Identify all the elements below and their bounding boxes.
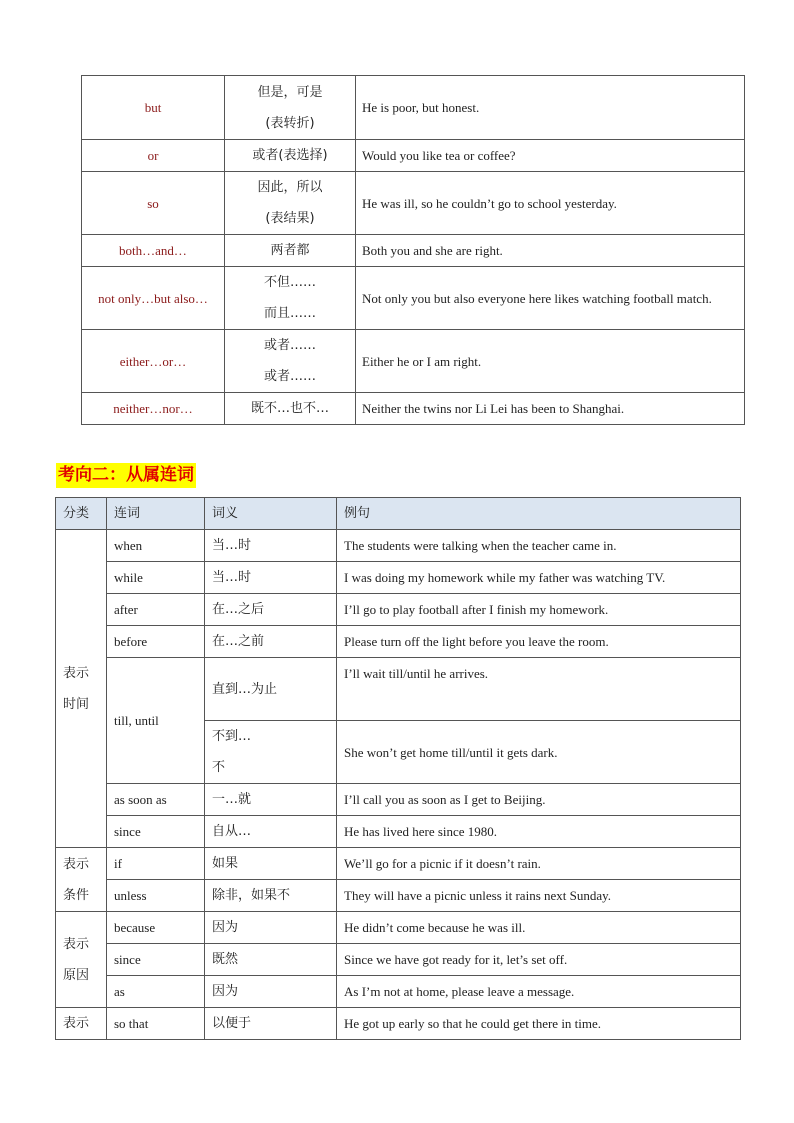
table-row: [56, 1008, 741, 1040]
conjunction-meaning: 如果: [205, 848, 337, 880]
example-sentence: They will have a picnic unless it rains next Sunday.: [337, 880, 741, 912]
example-sentence: I’ll go to play football after I finish my homework.: [337, 594, 741, 626]
conjunction-word: neither…nor…: [82, 393, 225, 425]
table-row: [56, 912, 741, 944]
table-row: [56, 976, 741, 1008]
conjunction-word: after: [107, 594, 205, 626]
example-sentence: He has lived here since 1980.: [337, 816, 741, 848]
example-sentence: She won’t get home till/until it gets dark.: [337, 721, 741, 784]
conjunction-word: but: [82, 76, 225, 140]
example-sentence: Either he or I am right.: [356, 330, 745, 393]
table-row: [82, 235, 745, 267]
conjunction-word: both…and…: [82, 235, 225, 267]
conjunction-word: so that: [107, 1008, 205, 1040]
table-row: [82, 76, 745, 140]
table-header-row: [56, 498, 741, 530]
example-sentence: Not only you but also everyone here likes watching football match.: [356, 267, 745, 330]
table-row: [56, 784, 741, 816]
conjunction-word: as soon as: [107, 784, 205, 816]
conjunction-meaning: 当…时: [205, 530, 337, 562]
table-row: [56, 848, 741, 880]
example-sentence: I’ll wait till/until he arrives.: [337, 658, 741, 721]
conjunction-meaning: 以便于: [205, 1008, 337, 1040]
table-row: [56, 880, 741, 912]
table-row: [82, 140, 745, 172]
table-row: [82, 330, 745, 393]
conjunction-word: till, until: [107, 658, 205, 784]
category-purpose: 表示: [56, 1008, 107, 1040]
example-sentence: He was ill, so he couldn’t go to school yesterday.: [356, 172, 745, 235]
conjunction-meaning: 在…之后: [205, 594, 337, 626]
conjunction-meaning: 因为: [205, 912, 337, 944]
example-sentence: He got up early so that he could get there in time.: [337, 1008, 741, 1040]
example-sentence: Since we have got ready for it, let’s set off.: [337, 944, 741, 976]
conjunction-meaning: 因此，所以 (表结果): [225, 172, 356, 235]
conjunction-meaning: 但是，可是 (表转折): [225, 76, 356, 140]
example-sentence: He didn’t come because he was ill.: [337, 912, 741, 944]
coordinating-conjunction-table: [81, 75, 745, 425]
conjunction-meaning: 两者都: [225, 235, 356, 267]
conjunction-meaning: 一…就: [205, 784, 337, 816]
conjunction-meaning: 自从…: [205, 816, 337, 848]
table-row: [56, 658, 741, 721]
conjunction-meaning: 既不…也不…: [225, 393, 356, 425]
table-row: [56, 530, 741, 562]
conjunction-meaning: 因为: [205, 976, 337, 1008]
conjunction-word: unless: [107, 880, 205, 912]
example-sentence: As I’m not at home, please leave a message.: [337, 976, 741, 1008]
example-sentence: Would you like tea or coffee?: [356, 140, 745, 172]
conjunction-word: if: [107, 848, 205, 880]
conjunction-meaning: 在…之前: [205, 626, 337, 658]
example-sentence: I was doing my homework while my father was watching TV.: [337, 562, 741, 594]
table-row: [56, 816, 741, 848]
table-row: [56, 594, 741, 626]
section-heading: 考向二：从属连词: [56, 463, 196, 488]
example-sentence: Neither the twins nor Li Lei has been to Shanghai.: [356, 393, 745, 425]
conjunction-word: so: [82, 172, 225, 235]
header-meaning: 词义: [205, 498, 337, 530]
conjunction-word: since: [107, 944, 205, 976]
table-row: [82, 172, 745, 235]
conjunction-word: or: [82, 140, 225, 172]
header-conjunction: 连词: [107, 498, 205, 530]
example-sentence: Please turn off the light before you leave the room.: [337, 626, 741, 658]
table-row: [56, 944, 741, 976]
conjunction-meaning: 既然: [205, 944, 337, 976]
example-sentence: We’ll go for a picnic if it doesn’t rain.: [337, 848, 741, 880]
subordinating-conjunction-table: [55, 497, 741, 1040]
conjunction-meaning: 或者(表选择): [225, 140, 356, 172]
table-row: [82, 267, 745, 330]
category-condition: 表示 条件: [56, 848, 107, 912]
conjunction-meaning: 不但…… 而且……: [225, 267, 356, 330]
conjunction-meaning: 或者…… 或者……: [225, 330, 356, 393]
conjunction-word: when: [107, 530, 205, 562]
conjunction-meaning: 直到…为止: [205, 658, 337, 721]
header-category: 分类: [56, 498, 107, 530]
conjunction-word: either…or…: [82, 330, 225, 393]
table-row: [56, 562, 741, 594]
conjunction-meaning: 不到… 不: [205, 721, 337, 784]
table-row: [56, 626, 741, 658]
conjunction-word: because: [107, 912, 205, 944]
example-sentence: I’ll call you as soon as I get to Beijing.: [337, 784, 741, 816]
conjunction-word: as: [107, 976, 205, 1008]
conjunction-word: not only…but also…: [82, 267, 225, 330]
header-example: 例句: [337, 498, 741, 530]
conjunction-word: since: [107, 816, 205, 848]
category-reason: 表示 原因: [56, 912, 107, 1008]
conjunction-meaning: 当…时: [205, 562, 337, 594]
category-time: 表示 时间: [56, 530, 107, 848]
conjunction-word: before: [107, 626, 205, 658]
conjunction-word: while: [107, 562, 205, 594]
example-sentence: He is poor, but honest.: [356, 76, 745, 140]
table-row: [82, 393, 745, 425]
example-sentence: The students were talking when the teacher came in.: [337, 530, 741, 562]
conjunction-meaning: 除非，如果不: [205, 880, 337, 912]
example-sentence: Both you and she are right.: [356, 235, 745, 267]
